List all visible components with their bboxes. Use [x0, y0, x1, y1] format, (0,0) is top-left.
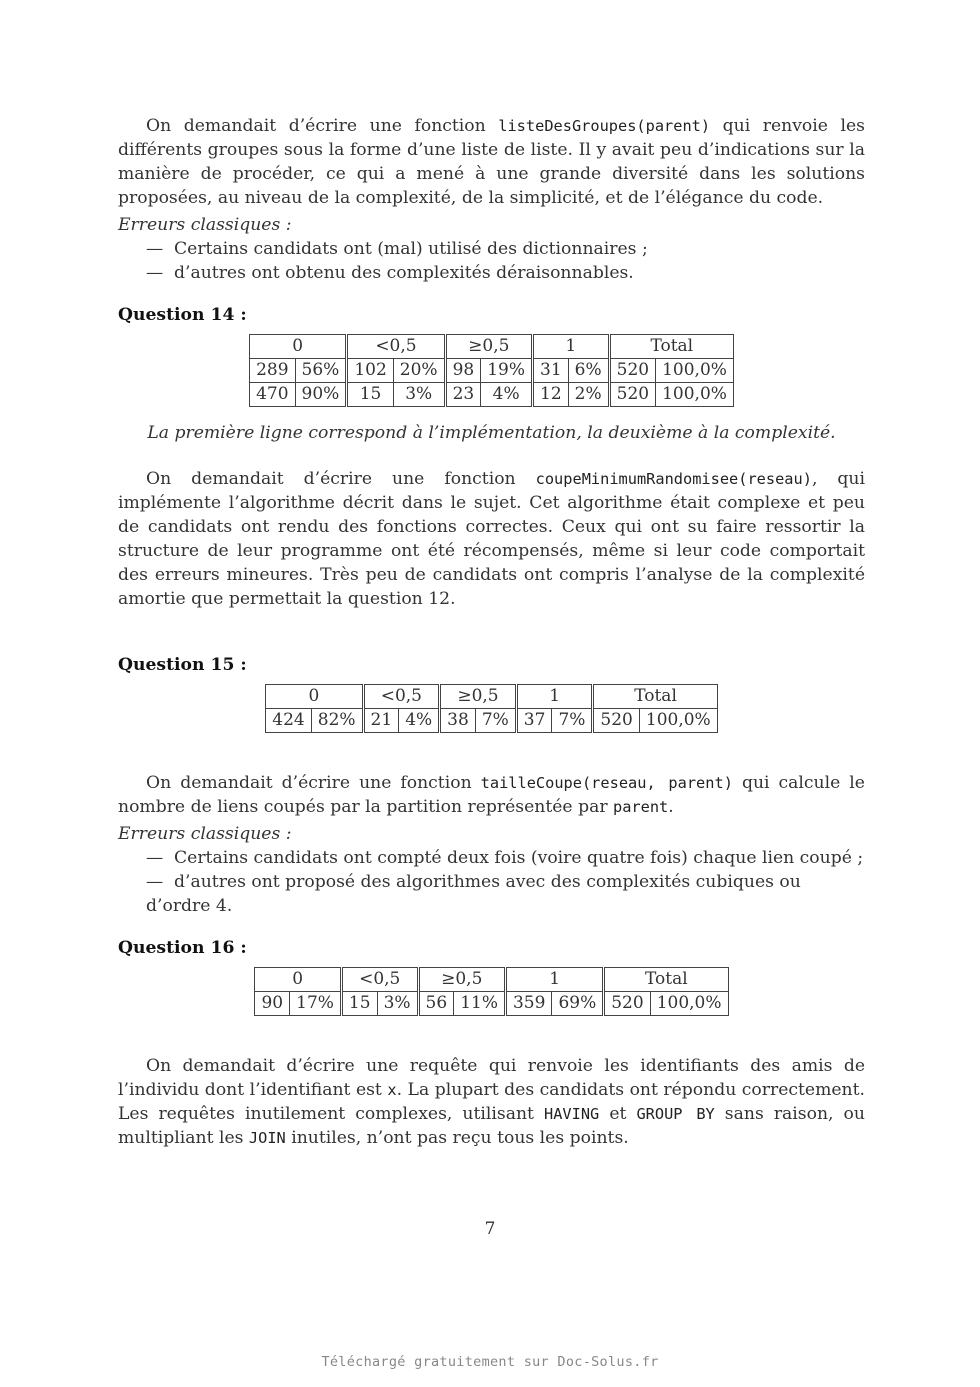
errors-heading: Erreurs classiques :: [118, 824, 292, 844]
cell: 7%: [552, 709, 593, 733]
code-x: x: [387, 1081, 397, 1099]
header-cell: Total: [609, 335, 733, 359]
cell: 56: [418, 992, 454, 1016]
dash: —: [146, 263, 164, 283]
cell: 520: [609, 383, 655, 407]
cell: 7%: [475, 709, 516, 733]
cell: 289: [250, 359, 295, 383]
cell: 69%: [552, 992, 604, 1016]
table-header-row: [266, 685, 717, 709]
cell: 520: [593, 709, 639, 733]
cell: 12: [533, 383, 569, 407]
text: qui calcule le nombre de liens coupés par la partition représentée par: [118, 773, 865, 817]
cell: 100,0%: [639, 709, 717, 733]
header-cell: 1: [533, 335, 610, 359]
cell: 424: [266, 709, 311, 733]
table-header-row: [250, 335, 734, 359]
errors-list: [118, 237, 865, 285]
header-cell: 0: [255, 968, 341, 992]
errors-heading: Erreurs classiques :: [118, 215, 292, 235]
error-item: [146, 261, 865, 285]
page-content: [118, 114, 865, 1150]
paragraph-taille-coupe: [118, 771, 865, 819]
paragraph-requete-amis: [118, 1054, 865, 1150]
paragraph-liste-des-groupes: [118, 114, 865, 210]
cell: 4%: [481, 383, 533, 407]
cell: 37: [516, 709, 552, 733]
text: qui renvoie les différents groupes sous la forme d’une liste de liste. Il y avait peu d’indications sur la manière de procéder, ce qui a mené à une grande diversité dans les solutions proposées, au niveau de la complexité, de la simplicité, et de l’élégance du code.: [118, 116, 865, 208]
cell: 100,0%: [650, 992, 728, 1016]
header-cell: <0,5: [341, 968, 418, 992]
header-cell: <0,5: [347, 335, 445, 359]
dash: —: [146, 872, 164, 892]
text: On demandait d’écrire une fonction: [146, 116, 499, 136]
error-item: [146, 237, 865, 261]
cell: 56%: [295, 359, 347, 383]
cell: 21: [363, 709, 399, 733]
error-item: [146, 846, 865, 870]
text: , qui implémente l’algorithme décrit dans le sujet. Cet algorithme était complexe et peu de candidats ont rendu des fonctions correctes. Ceux qui ont su faire ressortir la structure de leur programme ont été récompensés, même si leur code comportait des erreurs mineures. Très peu de candidats ont compris l’analyse de la complexité amortie que permettait la question 12.: [118, 469, 865, 609]
code-join: JOIN: [248, 1129, 286, 1147]
dash: —: [146, 239, 164, 259]
page-number: 7: [484, 1219, 496, 1239]
header-cell: ≥0,5: [445, 335, 532, 359]
errors-list: [118, 846, 865, 918]
table-row: [250, 359, 734, 383]
cell: 20%: [393, 359, 445, 383]
code-tailleCoupe: tailleCoupe(reseau, parent): [480, 774, 733, 792]
error-text: d’autres ont obtenu des complexités déraisonnables.: [174, 263, 634, 283]
question-15-title: Question 15 :: [118, 655, 247, 675]
cell: 359: [505, 992, 551, 1016]
question-16-title: Question 16 :: [118, 938, 247, 958]
cell: 2%: [568, 383, 609, 407]
table-row: [250, 383, 734, 407]
header-cell: ≥0,5: [418, 968, 505, 992]
text: On demandait d’écrire une requête qui renvoie les identifiants des amis de l’individu dont l’identifiant est: [118, 1056, 865, 1100]
table-row: [266, 709, 717, 733]
question-15-table: [265, 684, 717, 733]
question-14-table: [249, 334, 734, 407]
cell: 23: [445, 383, 481, 407]
footer-download-note: Téléchargé gratuitement sur Doc-Solus.fr: [321, 1354, 659, 1370]
cell: 17%: [290, 992, 342, 1016]
cell: 90%: [295, 383, 347, 407]
text: On demandait d’écrire une fonction: [146, 469, 536, 489]
cell: 90: [255, 992, 290, 1016]
cell: 98: [445, 359, 481, 383]
table-row: [255, 992, 728, 1016]
cell: 31: [533, 359, 569, 383]
header-cell: 1: [505, 968, 603, 992]
error-text: Certains candidats ont compté deux fois (voire quatre fois) chaque lien coupé ;: [174, 848, 864, 868]
cell: 3%: [393, 383, 445, 407]
text: sans raison, ou multipliant les: [118, 1104, 865, 1148]
text: . La plupart des candidats ont répondu correctement. Les requêtes inutilement complexes, utilisant: [118, 1080, 865, 1124]
header-cell: <0,5: [363, 685, 440, 709]
code-coupeMinimumRandomisee: coupeMinimumRandomisee(reseau): [535, 470, 812, 488]
paragraph-coupe-minimum: [118, 467, 865, 611]
header-cell: Total: [593, 685, 717, 709]
header-cell: 1: [516, 685, 593, 709]
text: et: [599, 1104, 637, 1124]
cell: 470: [250, 383, 295, 407]
header-cell: Total: [604, 968, 728, 992]
header-cell: 0: [250, 335, 347, 359]
cell: 4%: [399, 709, 440, 733]
cell: 100,0%: [656, 383, 734, 407]
cell: 520: [609, 359, 655, 383]
cell: 6%: [568, 359, 609, 383]
cell: 102: [347, 359, 393, 383]
text: On demandait d’écrire une fonction: [146, 773, 481, 793]
code-listeDesGroupes: listeDesGroupes(parent): [498, 117, 711, 135]
table-header-row: [255, 968, 728, 992]
header-cell: ≥0,5: [440, 685, 517, 709]
cell: 100,0%: [656, 359, 734, 383]
cell: 38: [440, 709, 476, 733]
error-item: [146, 870, 865, 918]
question-14-caption: La première ligne correspond à l’implémentation, la deuxième à la complexité.: [147, 423, 836, 443]
code-parent: parent: [613, 798, 669, 816]
text: inutiles, n’ont pas reçu tous les points.: [285, 1128, 629, 1148]
cell: 3%: [377, 992, 418, 1016]
cell: 19%: [481, 359, 533, 383]
cell: 82%: [311, 709, 363, 733]
cell: 15: [347, 383, 393, 407]
cell: 11%: [454, 992, 506, 1016]
question-14-title: Question 14 :: [118, 305, 247, 325]
dash: —: [146, 848, 164, 868]
cell: 15: [341, 992, 377, 1016]
error-text: d’autres ont proposé des algorithmes avec des complexités cubiques ou d’ordre 4.: [146, 872, 801, 916]
question-16-table: [254, 967, 728, 1016]
cell: 520: [604, 992, 650, 1016]
error-text: Certains candidats ont (mal) utilisé des dictionnaires ;: [174, 239, 648, 259]
code-group-by: GROUP BY: [636, 1105, 715, 1123]
header-cell: 0: [266, 685, 363, 709]
text: .: [668, 797, 674, 817]
code-having: HAVING: [544, 1105, 600, 1123]
